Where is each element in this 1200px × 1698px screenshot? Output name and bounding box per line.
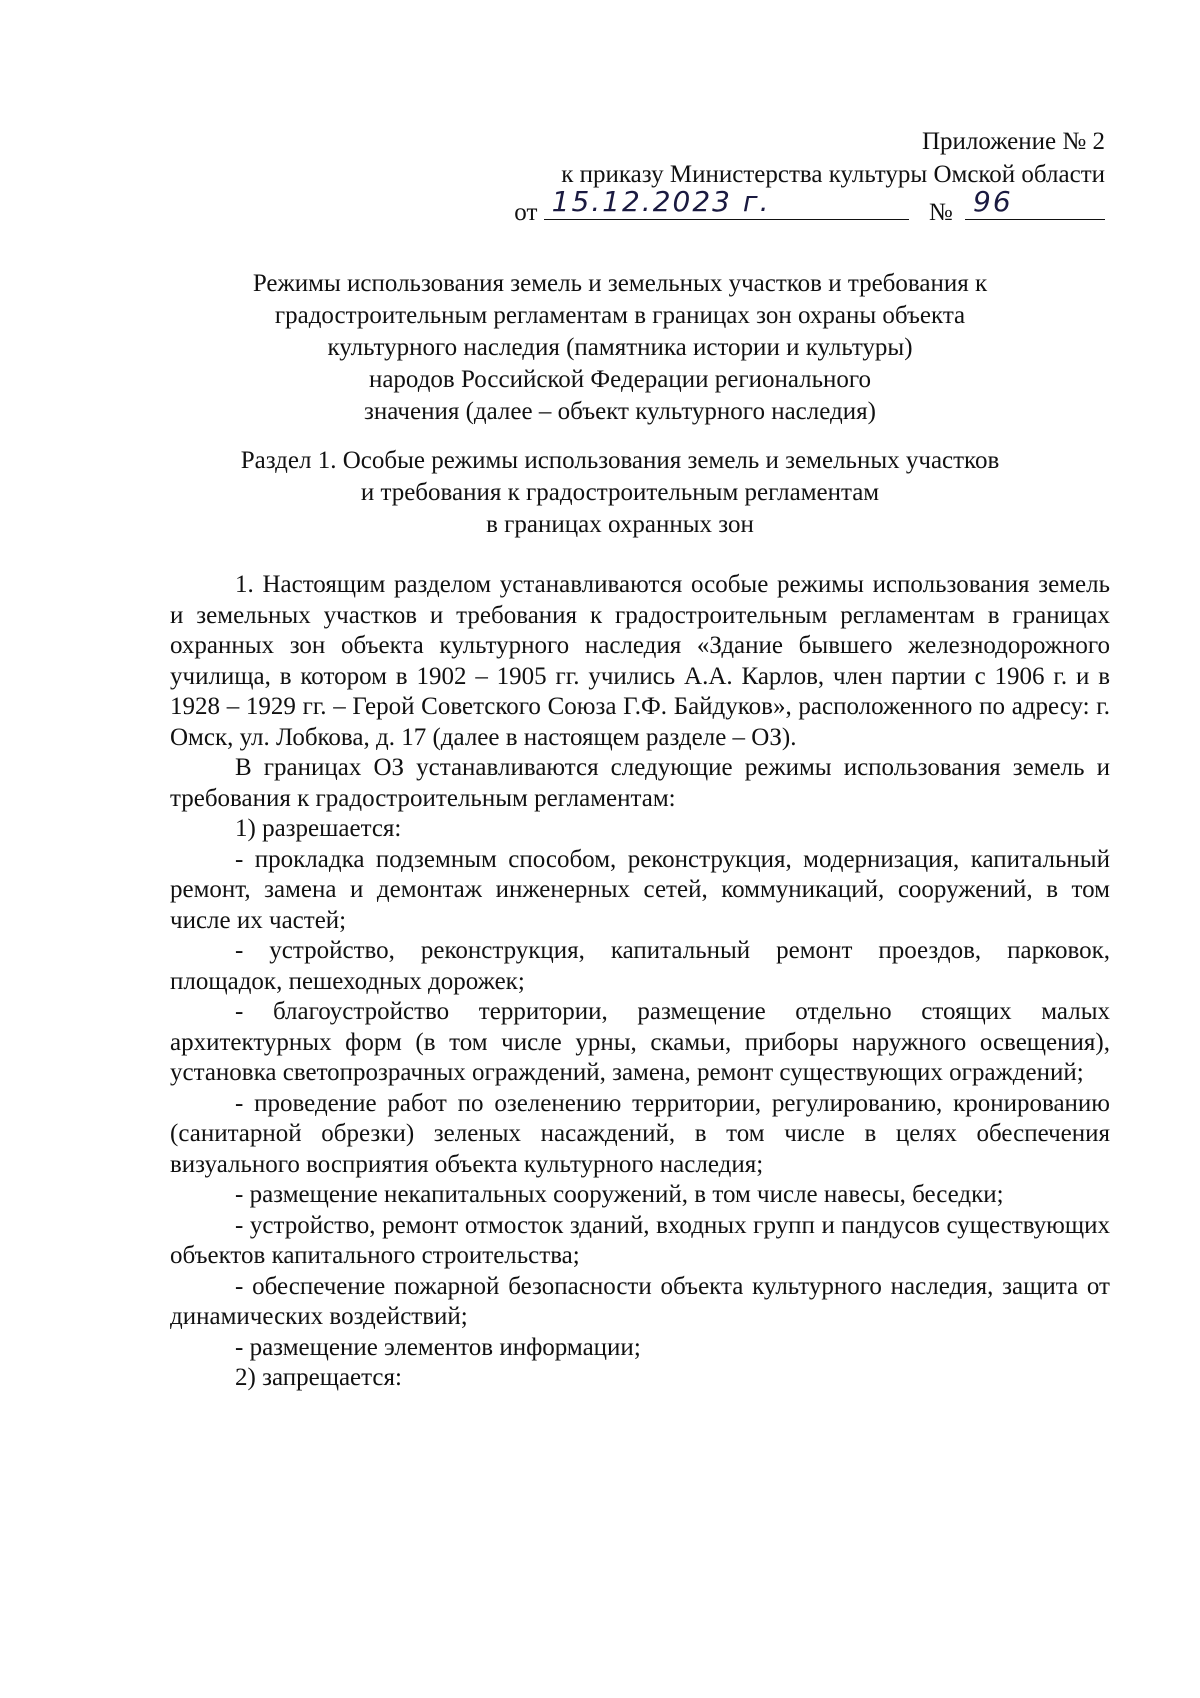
title-line: значения (далее – объект культурного наследия)	[364, 398, 876, 425]
paragraph-scope: 1. Настоящим разделом устанавливаются особые режимы использования земель и земельных участков и требования к градостроительным регламентам в границах охранных зон объекта культурного наследия «Здание бывшего железнодорожного училища, в котором в 1902 – 1905 гг. учились А.А. Карлов, член партии с 1906 г. и в 1928 – 1929 гг. – Герой Советского Союза Г.Ф. Байдуков», расположенного по адресу: г. Омск, ул. Лобкова, д. 17 (далее в настоящем разделе – ОЗ).	[170, 571, 1110, 751]
paragraph-regimes-intro: В границах ОЗ устанавливаются следующие режимы использования земель и требования к градостроительным регламентам:	[170, 754, 1110, 812]
number-field	[965, 185, 1105, 220]
section-heading-line: в границах охранных зон	[486, 511, 754, 538]
list-item: - обеспечение пожарной безопасности объекта культурного наследия, защита от динамических воздействий;	[170, 1272, 1110, 1330]
list-item: - устройство, ремонт отмосток зданий, входных групп и пандусов существующих объектов капитального строительства;	[170, 1211, 1110, 1269]
order-reference: к приказу Министерства культуры Омской области	[561, 161, 1105, 188]
list-item: - благоустройство территории, размещение отдельно стоящих малых архитектурных форм (в том числе урны, скамьи, приборы наружного освещения), установка светопрозрачных ограждений, замена, ремонт существующих ограждений;	[170, 998, 1110, 1086]
title-line: Режимы использования земель и земельных участков и требования к	[252, 270, 988, 297]
title-line: градостроительным регламентам в границах зон охраны объекта	[274, 302, 966, 329]
document-title	[170, 268, 1070, 428]
section-heading-line: Раздел 1. Особые режимы использования земель и земельных участков	[240, 447, 1000, 474]
from-label: от	[514, 199, 538, 226]
order-date-number-line	[514, 185, 1105, 229]
appendix-label: Приложение № 2	[921, 128, 1105, 155]
section-heading-line: и требования к градостроительным регламентам	[360, 479, 880, 506]
document-body	[170, 570, 1110, 1394]
number-label: №	[928, 199, 953, 226]
list-item: - размещение элементов информации;	[235, 1333, 641, 1361]
appendix-header	[514, 125, 1105, 229]
handwritten-date: 15.12.2023 г.	[551, 185, 771, 218]
date-field	[544, 185, 909, 220]
title-line: народов Российской Федерации регионального	[368, 366, 872, 393]
section-heading	[170, 445, 1070, 541]
list-item: - проведение работ по озеленению территории, регулированию, кронированию (санитарной обрезки) зеленых насаждений, в том числе в целях обеспечения визуального восприятия объекта культурного наследия;	[170, 1089, 1110, 1178]
list-item: - размещение некапитальных сооружений, в том числе навесы, беседки;	[235, 1181, 1004, 1208]
list-item: - прокладка подземным способом, реконструкция, модернизация, капитальный ремонт, замена и демонтаж инженерных сетей, коммуникаций, сооружений, в том числе их частей;	[170, 845, 1110, 934]
handwritten-number: 96	[973, 185, 1013, 218]
list-heading-allowed: 1) разрешается:	[235, 815, 402, 842]
title-line: культурного наследия (памятника истории и культуры)	[327, 334, 913, 361]
list-item: - устройство, реконструкция, капитальный ремонт проездов, парковок, площадок, пешеходных дорожек;	[170, 937, 1110, 995]
list-heading-forbidden: 2) запрещается:	[235, 1364, 402, 1391]
